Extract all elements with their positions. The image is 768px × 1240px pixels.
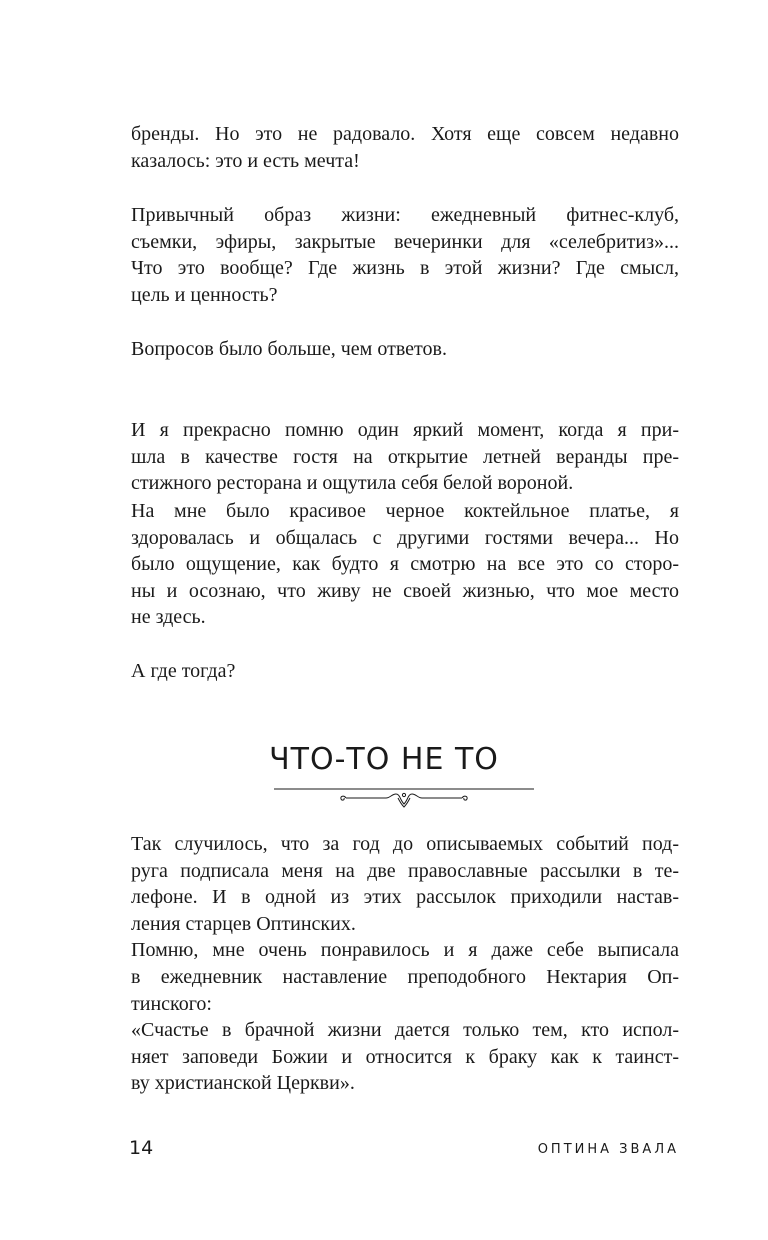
text-line: лефоне. И в одной из этих рассылок приходили настав- xyxy=(131,886,679,909)
text-line: бренды. Но это не радовало. Хотя еще совсем недавно xyxy=(131,123,679,145)
text-line: ления старцев Оптинских. xyxy=(131,912,356,935)
text-line: Вопросов было больше, чем ответов. xyxy=(131,338,447,360)
text-line: было ощущение, как будто я смотрю на все это со сторо- xyxy=(131,553,679,576)
text-line: И я прекрасно помню один яркий момент, когда я при- xyxy=(131,419,679,441)
text-line: стижного ресторана и ощутила себя белой вороной. xyxy=(131,472,574,495)
ornament-divider-icon xyxy=(274,786,534,812)
text-line: ны и осознаю, что живу не своей жизнью, что мое место xyxy=(131,579,679,602)
text-line: Что это вообще? Где жизнь в этой жизни? Где смысл, xyxy=(131,257,679,280)
text-line: не здесь. xyxy=(131,606,206,629)
paragraph-4 xyxy=(131,417,679,497)
text-line: Помню, мне очень понравилось и я даже себе выписала xyxy=(131,939,679,962)
text-line: здоровалась и общалась с другими гостями вечера... Но xyxy=(131,526,679,549)
paragraph-2 xyxy=(131,202,679,308)
running-title: ОПТИНА ЗВАЛА xyxy=(537,1142,679,1157)
text-line: казалось: это и есть мечта! xyxy=(131,149,360,172)
text-line: ву христианской Церкви». xyxy=(131,1072,355,1095)
section-heading: ЧТО-ТО НЕ ТО xyxy=(269,742,499,777)
text-line: Привычный образ жизни: ежедневный фитнес-клуб, xyxy=(131,204,679,226)
text-line: А где тогда? xyxy=(131,660,236,682)
text-line: На мне было красивое черное коктейльное платье, я xyxy=(131,500,679,522)
text-line: руга подписала меня на две православные рассылки в те- xyxy=(131,859,679,882)
text-line: съемки, эфиры, закрытые вечеринки для «селебритиз»... xyxy=(131,230,679,253)
text-line: «Счастье в брачной жизни дается только тем, кто испол- xyxy=(131,1019,679,1042)
text-line: шла в качестве гостя на открытие летней веранды пре- xyxy=(131,445,679,468)
paragraph-1 xyxy=(131,121,679,174)
paragraph-6 xyxy=(131,658,679,685)
text-line: цель и ценность? xyxy=(131,283,278,306)
text-line: в ежедневник наставление преподобного Нектария Оп- xyxy=(131,965,679,988)
text-line: няет заповеди Божии и относится к браку как к таинст- xyxy=(131,1045,679,1068)
text-line: тинского: xyxy=(131,992,212,1015)
paragraph-3 xyxy=(131,336,679,363)
page-number: 14 xyxy=(129,1137,154,1159)
paragraph-5 xyxy=(131,498,679,631)
paragraph-7 xyxy=(131,831,679,1097)
text-line: Так случилось, что за год до описываемых событий под- xyxy=(131,833,679,855)
